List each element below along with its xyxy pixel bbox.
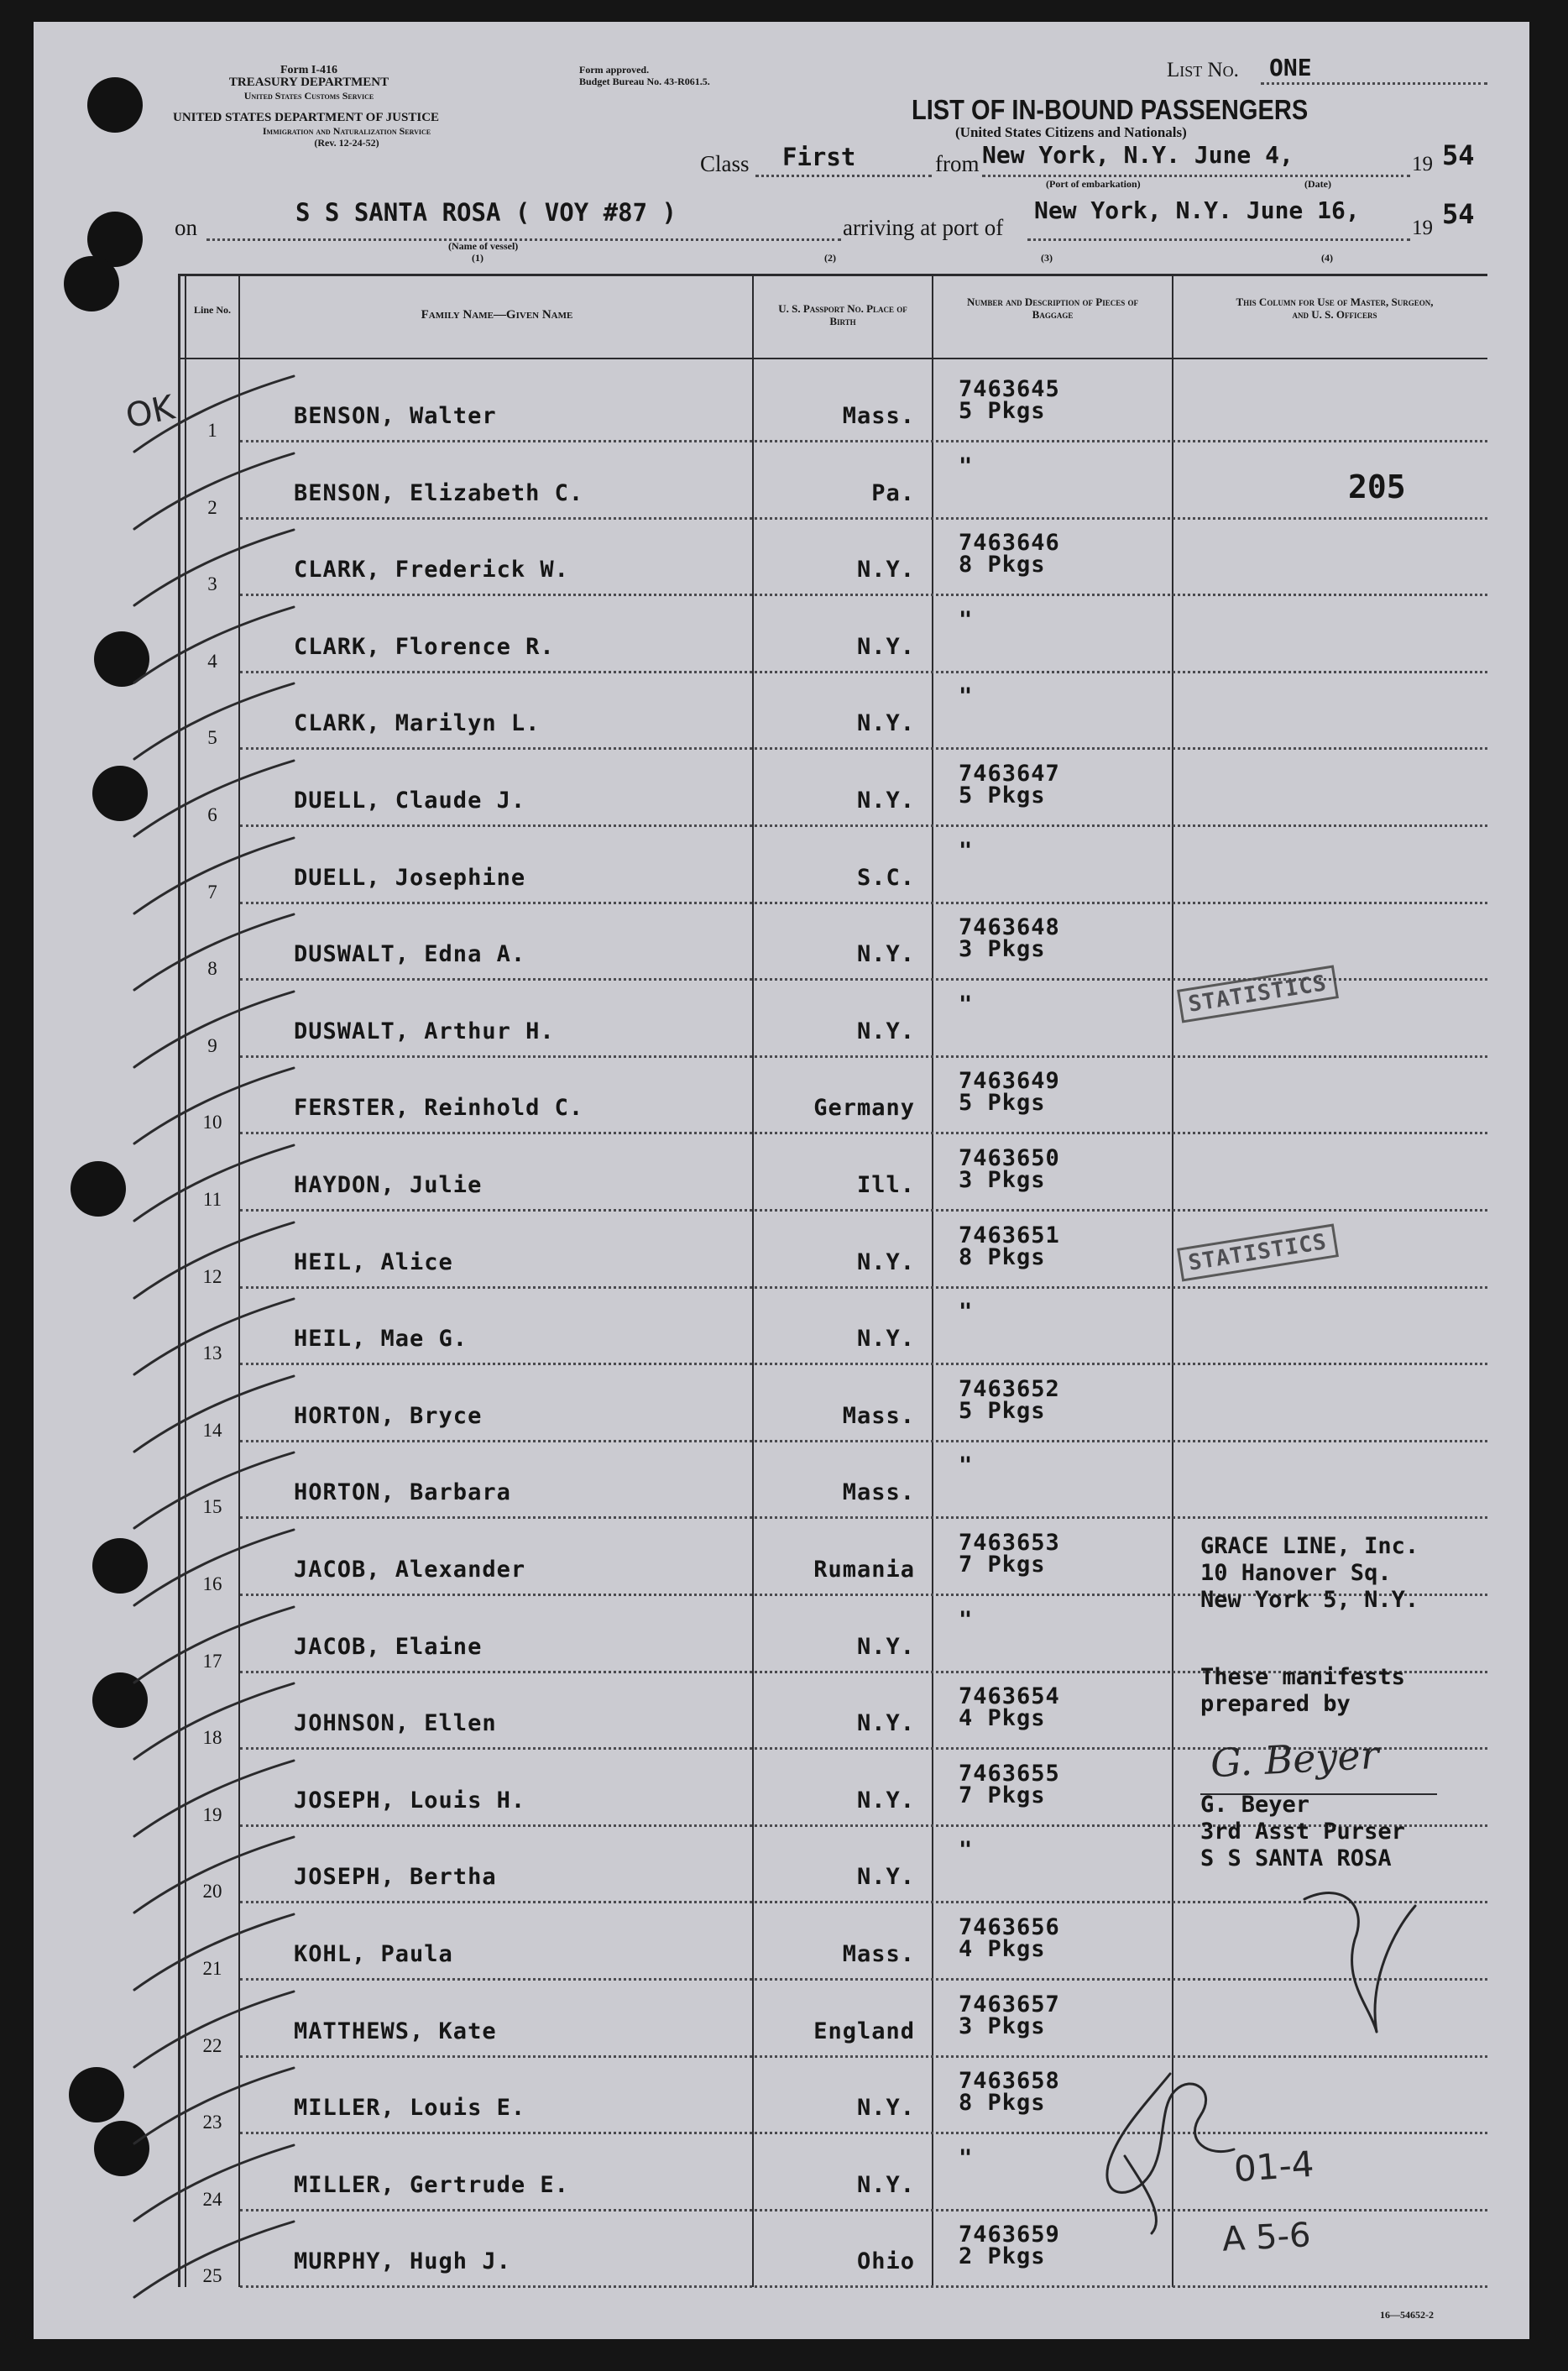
class-value: First — [782, 143, 856, 171]
line-number: 24 — [202, 2189, 222, 2210]
baggage-number: " — [959, 838, 974, 864]
baggage-pieces: 2 Pkgs — [959, 2243, 1046, 2269]
baggage-number: 7463651 — [959, 1222, 1060, 1248]
signer-name: G. Beyer — [1200, 1792, 1310, 1818]
prepared-line-2: prepared by — [1200, 1691, 1351, 1717]
baggage-number: " — [959, 683, 974, 709]
line-number: 13 — [202, 1343, 222, 1363]
passenger-name: CLARK, Frederick W. — [294, 557, 569, 583]
from-label: from — [935, 151, 980, 176]
place-of-birth: Mass. — [842, 403, 915, 429]
baggage-pieces: 7 Pkgs — [959, 1782, 1046, 1808]
list-no-label: List No. — [1167, 59, 1239, 81]
place-of-birth: N.Y. — [856, 1864, 915, 1890]
arriving-label: arriving at port of — [843, 215, 1004, 240]
form-approved: Form approved. — [579, 64, 650, 76]
place-of-birth: N.Y. — [856, 1710, 915, 1736]
place-of-birth: N.Y. — [856, 1018, 915, 1044]
on-label: on — [175, 215, 197, 240]
passenger-name: DUSWALT, Arthur H. — [294, 1018, 555, 1044]
passenger-name: JACOB, Alexander — [294, 1557, 526, 1583]
from-value: New York, N.Y. June 4, — [982, 141, 1294, 169]
passenger-name: HEIL, Mae G. — [294, 1326, 468, 1352]
passenger-name: BENSON, Walter — [294, 403, 497, 429]
header-baggage: Number and Description of Pieces of Baggage — [967, 296, 1138, 321]
col-caption-2: (2) — [824, 252, 836, 264]
baggage-number: 7463659 — [959, 2222, 1060, 2248]
year-prefix-1: 19 — [1412, 153, 1433, 175]
header-passport: U. S. Passport No. Place of Birth — [778, 302, 907, 327]
passenger-name: JOSEPH, Louis H. — [294, 1787, 526, 1814]
line-number: 6 — [207, 804, 217, 825]
vessel-name: S S SANTA ROSA ( VOY #87 ) — [295, 198, 677, 227]
passenger-name: MATTHEWS, Kate — [294, 2018, 497, 2044]
year-value-2: 54 — [1442, 198, 1475, 230]
col-caption-1: (1) — [472, 252, 483, 264]
place-of-birth: N.Y. — [856, 557, 915, 583]
baggage-pieces: 8 Pkgs — [959, 2090, 1046, 2116]
baggage-number: 7463654 — [959, 1683, 1060, 1709]
statistics-stamp: STATISTICS — [1177, 965, 1338, 1023]
line-number: 5 — [207, 727, 217, 748]
baggage-pieces: 3 Pkgs — [959, 2013, 1046, 2039]
agency-line-2: 10 Hanover Sq. — [1200, 1560, 1392, 1586]
vessel-caption: (Name of vessel) — [448, 240, 519, 252]
budget-bureau: Budget Bureau No. 43-R061.5. — [579, 76, 710, 87]
passenger-name: MILLER, Louis E. — [294, 2095, 526, 2121]
place-of-birth: Ill. — [856, 1172, 915, 1198]
place-of-birth: N.Y. — [856, 634, 915, 660]
baggage-pieces: 4 Pkgs — [959, 1705, 1046, 1731]
place-of-birth: Rumania — [813, 1557, 915, 1583]
place-of-birth: Mass. — [842, 1479, 915, 1505]
line-number: 8 — [207, 958, 217, 979]
baggage-number: 7463652 — [959, 1376, 1060, 1402]
line-number: 15 — [202, 1496, 222, 1517]
baggage-number: " — [959, 1607, 974, 1633]
place-of-birth: England — [813, 2018, 915, 2044]
passenger-name: JACOB, Elaine — [294, 1634, 483, 1660]
passenger-name: KOHL, Paula — [294, 1941, 453, 1967]
baggage-number: 7463645 — [959, 376, 1060, 402]
signer-title: 3rd Asst Purser — [1200, 1819, 1405, 1845]
line-number: 3 — [207, 573, 217, 594]
baggage-pieces: 5 Pkgs — [959, 398, 1046, 424]
agency-line-1: GRACE LINE, Inc. — [1200, 1533, 1419, 1559]
place-of-birth: N.Y. — [856, 788, 915, 814]
passenger-name: HEIL, Alice — [294, 1249, 453, 1275]
list-no-value: ONE — [1269, 54, 1312, 81]
rev-label: (Rev. 12-24-52) — [314, 137, 379, 149]
baggage-pieces: 5 Pkgs — [959, 1398, 1046, 1424]
officer-number: 205 — [1348, 468, 1406, 505]
line-number: 22 — [202, 2035, 222, 2056]
form-number: Form I-416 — [280, 64, 338, 76]
margin-check-mark: OK — [122, 388, 178, 437]
baggage-pieces: 5 Pkgs — [959, 782, 1046, 809]
agency-line-3: New York 5, N.Y. — [1200, 1587, 1419, 1613]
place-of-birth: N.Y. — [856, 1634, 915, 1660]
place-of-birth: Germany — [813, 1095, 915, 1121]
passenger-name: HAYDON, Julie — [294, 1172, 483, 1198]
baggage-number: " — [959, 1299, 974, 1325]
line-number: 23 — [202, 2112, 222, 2133]
place-of-birth: Ohio — [856, 2248, 915, 2274]
year-value-1: 54 — [1442, 139, 1475, 171]
passenger-name: BENSON, Elizabeth C. — [294, 480, 584, 506]
line-number: 4 — [207, 651, 217, 672]
passenger-name: CLARK, Florence R. — [294, 634, 555, 660]
place-of-birth: S.C. — [856, 865, 915, 891]
baggage-number: 7463647 — [959, 761, 1060, 787]
prepared-line-1: These manifests — [1200, 1664, 1405, 1690]
year-prefix-2: 19 — [1412, 217, 1433, 239]
baggage-pieces: 3 Pkgs — [959, 1167, 1046, 1193]
line-number: 14 — [202, 1420, 222, 1441]
baggage-number: 7463656 — [959, 1914, 1060, 1940]
place-of-birth: Pa. — [871, 480, 915, 506]
place-of-birth: N.Y. — [856, 941, 915, 967]
passenger-name: DUELL, Josephine — [294, 865, 526, 891]
place-of-birth: N.Y. — [856, 710, 915, 736]
header-line-no: Line No. — [193, 304, 231, 316]
list-title: LIST OF IN-BOUND PASSENGERS — [912, 94, 1309, 125]
class-label: Class — [700, 151, 750, 176]
baggage-number: " — [959, 992, 974, 1018]
line-number: 19 — [202, 1804, 222, 1825]
header-name: Family Name—Given Name — [421, 308, 573, 322]
passenger-name: JOHNSON, Ellen — [294, 1710, 497, 1736]
baggage-number: " — [959, 1837, 974, 1863]
baggage-pieces: 5 Pkgs — [959, 1090, 1046, 1116]
line-number: 9 — [207, 1035, 217, 1056]
place-of-birth: N.Y. — [856, 1787, 915, 1814]
line-number: 12 — [202, 1266, 222, 1287]
line-number: 16 — [202, 1573, 222, 1594]
place-of-birth: N.Y. — [856, 2172, 915, 2198]
line-number: 10 — [202, 1112, 222, 1133]
baggage-number: 7463648 — [959, 914, 1060, 940]
baggage-pieces: 7 Pkgs — [959, 1552, 1046, 1578]
baggage-pieces: 4 Pkgs — [959, 1936, 1046, 1962]
baggage-number: " — [959, 1452, 974, 1479]
baggage-number: 7463658 — [959, 2068, 1060, 2094]
passenger-name: HORTON, Barbara — [294, 1479, 511, 1505]
line-number: 18 — [202, 1727, 222, 1748]
place-of-birth: Mass. — [842, 1403, 915, 1429]
passenger-name: FERSTER, Reinhold C. — [294, 1095, 584, 1121]
passenger-name: MURPHY, Hugh J. — [294, 2248, 511, 2274]
handwritten-code-2: A 5-6 — [1220, 2216, 1312, 2259]
footer-code: 16—54652-2 — [1380, 2309, 1434, 2321]
arrival-value: New York, N.Y. June 16, — [1034, 196, 1360, 224]
baggage-number: 7463655 — [959, 1761, 1060, 1787]
baggage-number: " — [959, 2145, 974, 2171]
place-of-birth: N.Y. — [856, 1249, 915, 1275]
header-officers: This Column for Use of Master, Surgeon, and U. S. Officers — [1236, 296, 1434, 321]
baggage-number: 7463653 — [959, 1530, 1060, 1556]
baggage-number: " — [959, 607, 974, 633]
list-subtitle: (United States Citizens and Nationals) — [955, 124, 1187, 140]
line-number: 25 — [202, 2265, 222, 2286]
passenger-name: DUELL, Claude J. — [294, 788, 526, 814]
baggage-number: 7463649 — [959, 1068, 1060, 1094]
ins-label: Immigration and Naturalization Service — [262, 125, 431, 137]
baggage-number: 7463646 — [959, 530, 1060, 556]
passenger-name: DUSWALT, Edna A. — [294, 941, 526, 967]
customs-label: United States Customs Service — [243, 90, 374, 102]
line-number: 7 — [207, 882, 217, 903]
line-number: 2 — [207, 497, 217, 518]
treasury-label: TREASURY DEPARTMENT — [228, 76, 389, 89]
baggage-pieces: 8 Pkgs — [959, 552, 1046, 578]
baggage-number: " — [959, 453, 974, 479]
baggage-number: 7463657 — [959, 1992, 1060, 2018]
line-number: 21 — [202, 1958, 222, 1979]
statistics-stamp: STATISTICS — [1177, 1223, 1338, 1281]
passenger-name: CLARK, Marilyn L. — [294, 710, 541, 736]
signer-vessel: S S SANTA ROSA — [1200, 1845, 1392, 1871]
port-embark-caption: (Port of embarkation) — [1046, 178, 1141, 190]
line-number: 1 — [207, 420, 217, 441]
date-caption: (Date) — [1304, 178, 1331, 190]
baggage-pieces: 8 Pkgs — [959, 1244, 1046, 1270]
place-of-birth: N.Y. — [856, 2095, 915, 2121]
baggage-pieces: 3 Pkgs — [959, 936, 1046, 962]
line-number: 20 — [202, 1881, 222, 1902]
col-caption-4: (4) — [1321, 252, 1333, 264]
place-of-birth: Mass. — [842, 1941, 915, 1967]
baggage-number: 7463650 — [959, 1145, 1060, 1171]
handwritten-signature: G. Beyer — [1209, 1731, 1380, 1787]
passenger-name: MILLER, Gertrude E. — [294, 2172, 569, 2198]
passenger-name: JOSEPH, Bertha — [294, 1864, 497, 1890]
handwritten-code-1: 01-4 — [1232, 2143, 1315, 2190]
line-number: 11 — [202, 1189, 222, 1210]
place-of-birth: N.Y. — [856, 1326, 915, 1352]
col-caption-3: (3) — [1041, 252, 1053, 264]
justice-label: UNITED STATES DEPARTMENT OF JUSTICE — [173, 111, 440, 124]
line-number: 17 — [202, 1651, 222, 1672]
passenger-name: HORTON, Bryce — [294, 1403, 483, 1429]
